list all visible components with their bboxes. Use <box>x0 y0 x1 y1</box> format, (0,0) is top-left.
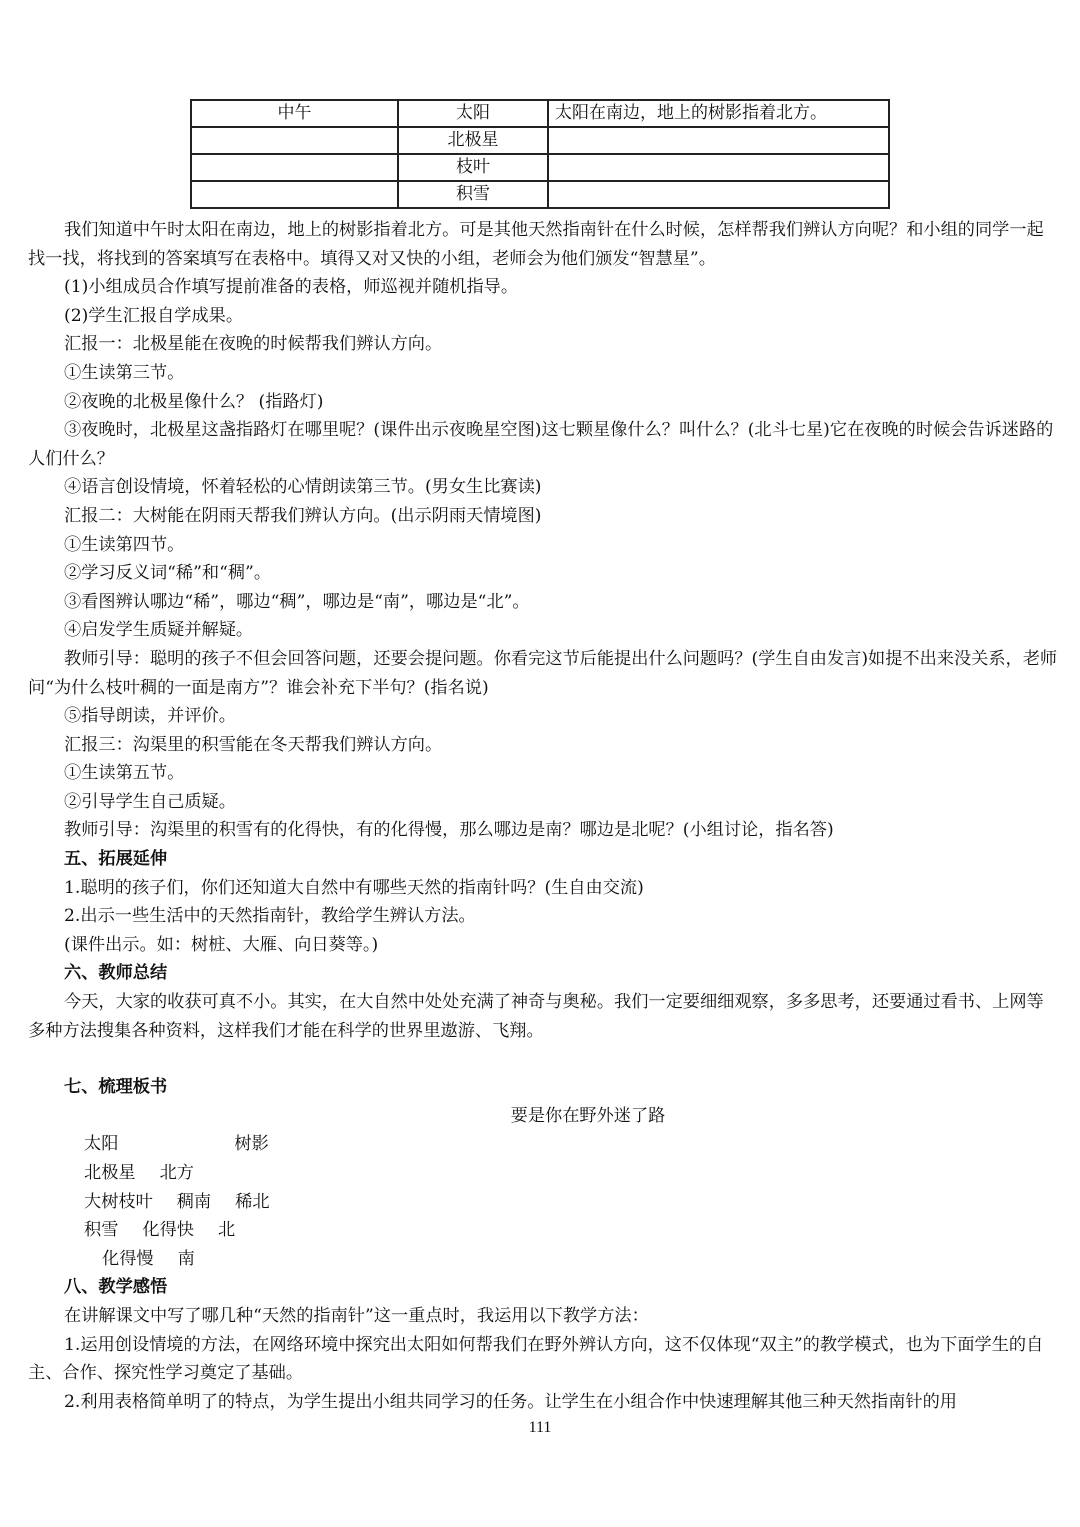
table-cell <box>548 181 889 208</box>
paragraph: ①生读第四节。 <box>64 534 185 555</box>
board-word: 大树枝叶 <box>84 1191 153 1212</box>
paragraph: 教师引导：聪明的孩子不但会回答问题，还要会提问题。你看完这节后能提出什么问题吗？(学生自由发言)如提不出来没关系，老师问“为什么枝叶稠的一面是南方”？谁会补充下半句？(指名说) <box>28 648 1058 698</box>
section-heading: 七、梳理板书 <box>64 1077 168 1098</box>
table-cell <box>191 181 398 208</box>
paragraph: ②引导学生自己质疑。 <box>64 791 236 812</box>
paragraph: 今天，大家的收获可真不小。其实，在大自然中处处充满了神奇与奥秘。我们一定要细细观察，多多思考，还要通过看书、上网等多种方法搜集各种资料，这样我们才能在科学的世界里遨游、飞翔。 <box>28 992 1044 1041</box>
table-cell <box>191 154 398 181</box>
board-line <box>28 1245 1058 1274</box>
board-word: 稠南 <box>176 1191 212 1212</box>
paragraph: ①生读第三节。 <box>64 362 185 383</box>
board-title: 要是你在野外迷了路 <box>510 1105 666 1126</box>
table-row <box>191 100 889 127</box>
paragraph: ④启发学生质疑并解疑。 <box>64 620 254 641</box>
table-cell <box>548 127 889 154</box>
paragraph: 1.聪明的孩子们，你们还知道大自然中有哪些天然的指南针吗？(生自由交流) <box>64 877 644 898</box>
paragraph: ④语言创设情境，怀着轻松的心情朗读第三节。(男女生比赛读) <box>64 477 542 498</box>
board-word: 稀北 <box>235 1191 270 1212</box>
table-row <box>191 154 889 181</box>
paragraph: 1.运用创设情境的方法，在网络环境中探究出太阳如何帮我们在野外辨认方向，这不仅体现“双主”的教学模式，也为下面学生的自主、合作、探究性学习奠定了基础。 <box>28 1334 1044 1384</box>
paragraph: ⑤指导朗读，并评价。 <box>64 706 236 727</box>
table-cell: 太阳在南边，地上的树影指着北方。 <box>548 100 889 127</box>
paragraph: ③夜晚时，北极星这盏指路灯在哪里呢？(课件出示夜晚星空图)这七颗星像什么？叫什么？(北斗七星)它在夜晚的时候会告诉迷路的人们什么？ <box>28 420 1054 469</box>
table-cell: 积雪 <box>398 181 548 208</box>
section-heading: 五、拓展延伸 <box>64 849 168 870</box>
spacer <box>28 1045 1058 1073</box>
paragraph: 2.出示一些生活中的天然指南针，教给学生辨认方法。 <box>64 906 476 927</box>
paragraph: (课件出示。如：树桩、大雁、向日葵等。) <box>64 934 379 955</box>
paragraph: ①生读第五节。 <box>64 763 185 784</box>
paragraph: 教师引导：沟渠里的积雪有的化得快，有的化得慢，那么哪边是南？哪边是北呢？(小组讨论，指名答) <box>64 820 834 841</box>
board-word: 北极星 <box>84 1163 136 1183</box>
table-cell: 北极星 <box>398 127 548 154</box>
table-cell <box>191 127 398 154</box>
board-word: 北方 <box>159 1163 194 1183</box>
board-line <box>28 1216 1058 1245</box>
section-heading: 六、教师总结 <box>64 963 168 984</box>
paragraph: 我们知道中午时太阳在南边，地上的树影指着北方。可是其他天然指南针在什么时候，怎样帮我们辨认方向呢？和小组的同学一起找一找，将找到的答案填写在表格中。填得又对又快的小组，老师会为他们颁发“智慧星”。 <box>28 220 1044 269</box>
table-row <box>191 181 889 208</box>
board-line <box>28 1188 1058 1217</box>
board-word: 化得快 <box>142 1220 194 1241</box>
board-line <box>28 1130 1058 1159</box>
board-word: 积雪 <box>84 1220 119 1241</box>
paragraph: 汇报二：大树能在阴雨天帮我们辨认方向。(出示阴雨天情境图) <box>64 505 542 526</box>
paragraph: 汇报一：北极星能在夜晚的时候帮我们辨认方向。 <box>64 334 443 355</box>
board-word: 化得慢 <box>102 1248 154 1269</box>
table-cell <box>548 154 889 181</box>
paragraph: ②学习反义词“稀”和“稠”。 <box>64 563 272 584</box>
table-cell: 太阳 <box>398 100 548 127</box>
paragraph: ②夜晚的北极星像什么？ (指路灯) <box>64 391 324 412</box>
table-cell: 中午 <box>191 100 398 127</box>
table-row <box>191 127 889 154</box>
section-heading: 八、教学感悟 <box>64 1277 168 1298</box>
page-number: 111 <box>528 1419 552 1436</box>
paragraph: 2.利用表格简单明了的特点，为学生提出小组共同学习的任务。让学生在小组合作中快速理解其他三种天然指南针的用 <box>64 1391 957 1412</box>
board-word: 南 <box>177 1248 195 1269</box>
paragraph: (2)学生汇报自学成果。 <box>64 305 244 326</box>
board-word: 太阳 <box>84 1134 119 1155</box>
board-word: 树影 <box>234 1134 269 1155</box>
board-word: 北 <box>217 1220 236 1241</box>
paragraph: ③看图辨认哪边“稀”，哪边“稠”，哪边是“南”，哪边是“北”。 <box>64 591 530 612</box>
body-text <box>28 216 1058 1416</box>
paragraph: 在讲解课文中写了哪几种“天然的指南针”这一重点时，我运用以下教学方法： <box>64 1305 649 1326</box>
table-cell: 枝叶 <box>398 154 548 181</box>
board-line <box>28 1159 1058 1188</box>
paragraph: (1)小组成员合作填写提前准备的表格，师巡视并随机指导。 <box>64 277 519 298</box>
answer-table <box>190 99 890 209</box>
paragraph: 汇报三：沟渠里的积雪能在冬天帮我们辨认方向。 <box>64 734 443 755</box>
